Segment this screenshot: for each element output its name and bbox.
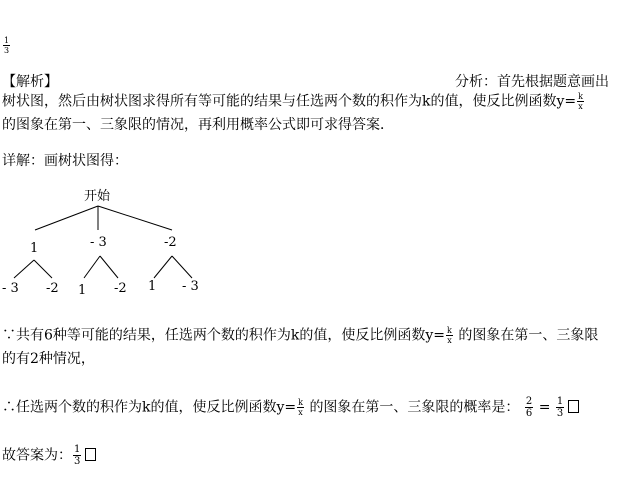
therefore-text-tail: 的图象在第一、三象限的概率是： — [309, 399, 520, 416]
tree-leaf: - 3 — [2, 281, 19, 296]
tree-node-1: 1 — [30, 241, 39, 256]
function-fraction — [577, 92, 584, 111]
placeholder-box-icon — [85, 448, 96, 461]
tree-leaf: -2 — [114, 281, 127, 296]
because-text-tail: 的图象在第一、三象限 — [458, 327, 599, 344]
tree-edge — [154, 256, 172, 278]
tree-leaf: 1 — [148, 279, 157, 294]
fraction-denominator: 3 — [74, 456, 81, 467]
fraction-denominator: x — [447, 336, 452, 345]
top-answer-fraction — [2, 36, 11, 55]
fraction-numerator: 2 — [525, 396, 533, 407]
tree-root-label: 开始 — [84, 189, 111, 204]
fraction-denominator: 3 — [4, 46, 10, 55]
tree-edge — [35, 206, 98, 230]
because-text: ∵共有6种等可能的结果，任选两个数的积作为k的值，使反比例函数y= — [2, 327, 446, 344]
tree-edge — [14, 260, 34, 278]
therefore-text: ∴任选两个数的积作为k的值，使反比例函数y= — [2, 399, 297, 416]
fraction-numerator: 1 — [74, 444, 81, 455]
tree-node-3: -2 — [164, 235, 177, 250]
fraction-denominator: x — [578, 102, 583, 111]
tree-edge — [34, 260, 52, 278]
detail-label: 详解：画树状图得： — [2, 153, 128, 169]
fraction-denominator: 3 — [556, 408, 564, 419]
answer-line — [2, 444, 96, 467]
tree-diagram — [0, 180, 260, 300]
jiexi-label: 【解析】 — [2, 74, 58, 90]
tree-edge — [100, 256, 118, 278]
tree-leaf: - 3 — [182, 279, 199, 294]
analysis-heading: 分析：首先根据题意画出 — [455, 74, 609, 90]
tree-leaf: 1 — [78, 283, 87, 298]
fraction-numerator: 1 — [556, 396, 564, 407]
answer-label: 故答案为： — [2, 447, 72, 464]
equals-sign: = — [538, 399, 551, 416]
tree-edge — [98, 206, 172, 230]
tree-edge — [172, 256, 192, 278]
function-fraction — [446, 326, 453, 345]
fraction-numerator: 1 — [4, 36, 10, 45]
analysis-text: 树状图，然后由树状图求得所有等可能的结果与任选两个数的积作为k的值，使反比例函数y= — [2, 93, 577, 110]
placeholder-box-icon — [568, 400, 579, 413]
answer-fraction — [73, 444, 81, 467]
analysis-line-2: 的图象在第一、三象限的情况，再利用概率公式即可求得答案． — [2, 117, 394, 133]
function-fraction — [297, 398, 304, 417]
probability-fraction-2 — [556, 396, 564, 419]
probability-fraction-1 — [525, 396, 533, 419]
fraction-numerator: k — [447, 326, 452, 335]
fraction-numerator: k — [578, 92, 583, 101]
because-line-2: 的有2种情况， — [2, 351, 95, 367]
tree-edge — [84, 256, 100, 278]
tree-node-2: - 3 — [90, 235, 107, 250]
fraction-denominator: 6 — [525, 408, 533, 419]
because-line-1 — [2, 326, 598, 345]
tree-leaf: -2 — [46, 281, 59, 296]
fraction-denominator: x — [298, 408, 303, 417]
analysis-line-1 — [2, 92, 585, 111]
therefore-line — [2, 396, 579, 419]
fraction-numerator: k — [298, 398, 303, 407]
